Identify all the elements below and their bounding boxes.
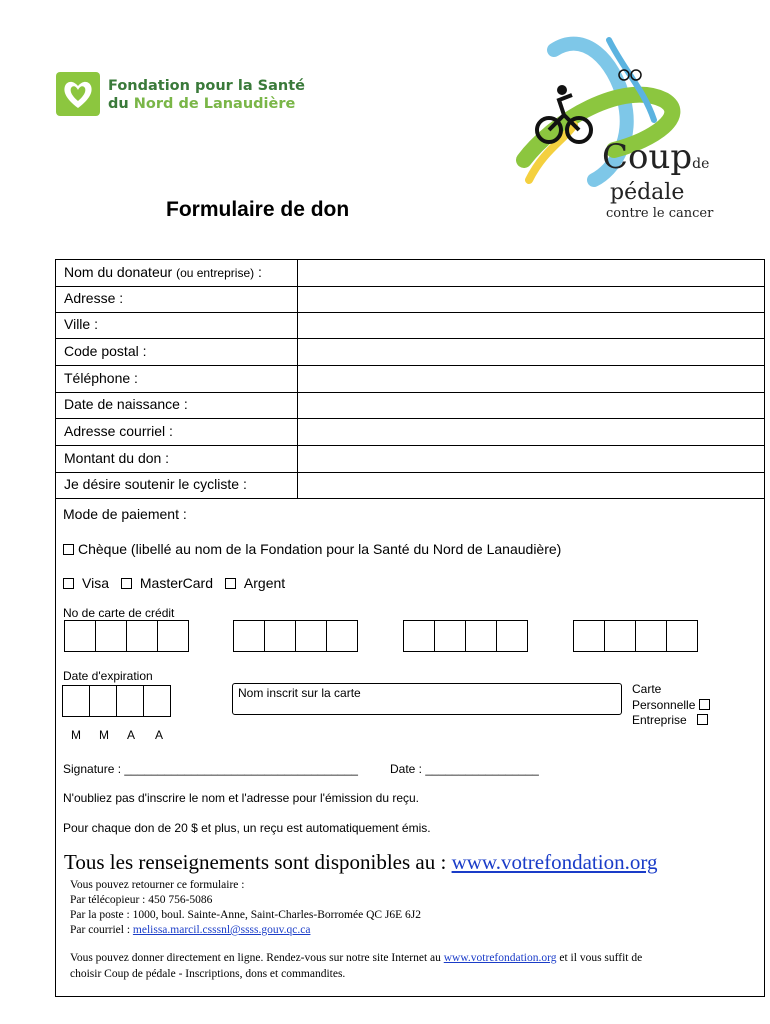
address-input[interactable] <box>297 286 765 312</box>
cheque-checkbox[interactable] <box>63 544 74 555</box>
personal-option[interactable]: Personnelle <box>632 698 714 712</box>
field-row-postal <box>56 339 764 366</box>
postal-code-input[interactable] <box>297 339 765 365</box>
phone-input[interactable] <box>297 366 765 392</box>
expiry-date-input[interactable] <box>63 685 171 717</box>
field-label: Montant du don : <box>64 450 170 466</box>
website-link[interactable]: www.votrefondation.org <box>451 850 658 874</box>
online-website-link[interactable]: www.votrefondation.org <box>443 952 557 964</box>
email-line: Par courriel : melissa.marcil.csssnl@ssss.gouv.qc.ca <box>70 924 311 936</box>
fax-line: Par télécopieur : 450 756-5086 <box>70 894 213 906</box>
date-line[interactable]: Date : _________________ <box>390 762 539 776</box>
field-label: Code postal : <box>64 343 147 359</box>
visa-checkbox[interactable] <box>63 578 74 589</box>
field-label: Nom du donateur (ou entreprise) : <box>64 264 262 280</box>
field-row-email <box>56 419 764 446</box>
visa-option[interactable]: Visa <box>63 575 109 591</box>
cash-checkbox[interactable] <box>225 578 236 589</box>
name-on-card-input[interactable] <box>232 683 622 715</box>
page-title: Formulaire de don <box>166 198 350 221</box>
signature-line[interactable]: Signature : ___________________________________ <box>63 762 358 776</box>
expiry-letter: A <box>155 728 164 742</box>
email-link[interactable]: melissa.marcil.csssnl@ssss.gouv.qc.ca <box>132 924 311 936</box>
org-name-line1: Fondation pour la Santé <box>108 78 305 94</box>
return-line: Vous pouvez retourner ce formulaire : <box>70 879 245 891</box>
field-row-address <box>56 286 764 313</box>
card-number-group-3[interactable] <box>404 620 528 652</box>
online-donation-note: Vous pouvez donner directement en ligne. Rendez-vous sur notre site Internet au www.votrefondation.org et il vous suffit de choisir Coup de pédale - Inscriptions, dons et commandites. <box>70 952 643 980</box>
logo-coup: Coupde <box>602 137 710 177</box>
card-number-group-1[interactable] <box>65 620 189 652</box>
field-label: Adresse courriel : <box>64 423 173 439</box>
foundation-logo <box>56 72 305 122</box>
field-label: Ville : <box>64 316 98 332</box>
card-type-label: Carte <box>632 682 662 696</box>
expiry-label: Date d'expiration <box>63 669 153 683</box>
logo-contre-cancer: contre le cancer <box>606 206 714 221</box>
receipt-note: Pour chaque don de 20 $ et plus, un reçu est automatiquement émis. <box>63 821 431 835</box>
org-name-line2: du Nord de Lanaudière <box>108 96 296 112</box>
name-on-card-label: Nom inscrit sur la carte <box>238 686 361 700</box>
payment-heading: Mode de paiement : <box>63 506 187 522</box>
logo-pedale: pédale <box>610 180 685 205</box>
card-options <box>63 575 285 591</box>
field-row-donor <box>56 260 764 287</box>
card-number-group-2[interactable] <box>234 620 358 652</box>
donor-name-input[interactable] <box>297 260 765 286</box>
return-instructions <box>70 878 421 938</box>
field-label: Téléphone : <box>64 370 138 386</box>
field-row-amount <box>56 446 764 473</box>
business-checkbox[interactable] <box>697 714 708 725</box>
city-input[interactable] <box>297 312 765 338</box>
mastercard-checkbox[interactable] <box>121 578 132 589</box>
field-row-city <box>56 312 764 339</box>
heart-logo-icon <box>56 72 100 116</box>
receipt-reminder: N'oubliez pas d'inscrire le nom et l'adresse pour l'émission du reçu. <box>63 791 419 805</box>
mail-line: Par la poste : 1000, boul. Sainte-Anne, Saint-Charles-Borromée QC J6E 6J2 <box>70 909 422 921</box>
cyclist-input[interactable] <box>297 472 765 498</box>
field-row-cyclist <box>56 472 764 499</box>
coup-de-pedale-logo <box>514 30 744 230</box>
cheque-option[interactable]: Chèque (libellé au nom de la Fondation pour la Santé du Nord de Lanaudière) <box>63 541 561 557</box>
card-number-group-4[interactable] <box>574 620 698 652</box>
field-label: Je désire soutenir le cycliste : <box>64 476 247 492</box>
field-row-phone <box>56 366 764 393</box>
field-label: Adresse : <box>64 290 124 306</box>
business-option[interactable]: Entreprise <box>632 713 712 727</box>
personal-checkbox[interactable] <box>699 699 710 710</box>
field-label: Date de naissance : <box>64 396 188 412</box>
email-input[interactable] <box>297 419 765 445</box>
birthdate-input[interactable] <box>297 392 765 418</box>
card-number-label: No de carte de crédit <box>63 606 175 620</box>
mastercard-option[interactable]: MasterCard <box>121 575 213 591</box>
expiry-letter: A <box>127 728 136 742</box>
amount-input[interactable] <box>297 446 765 472</box>
cash-option[interactable]: Argent <box>225 575 285 591</box>
field-row-birthdate <box>56 392 764 419</box>
expiry-letter: M <box>99 728 109 742</box>
info-headline: Tous les renseignements sont disponibles au : www.votrefondation.org <box>64 850 658 874</box>
expiry-letter: M <box>71 728 81 742</box>
